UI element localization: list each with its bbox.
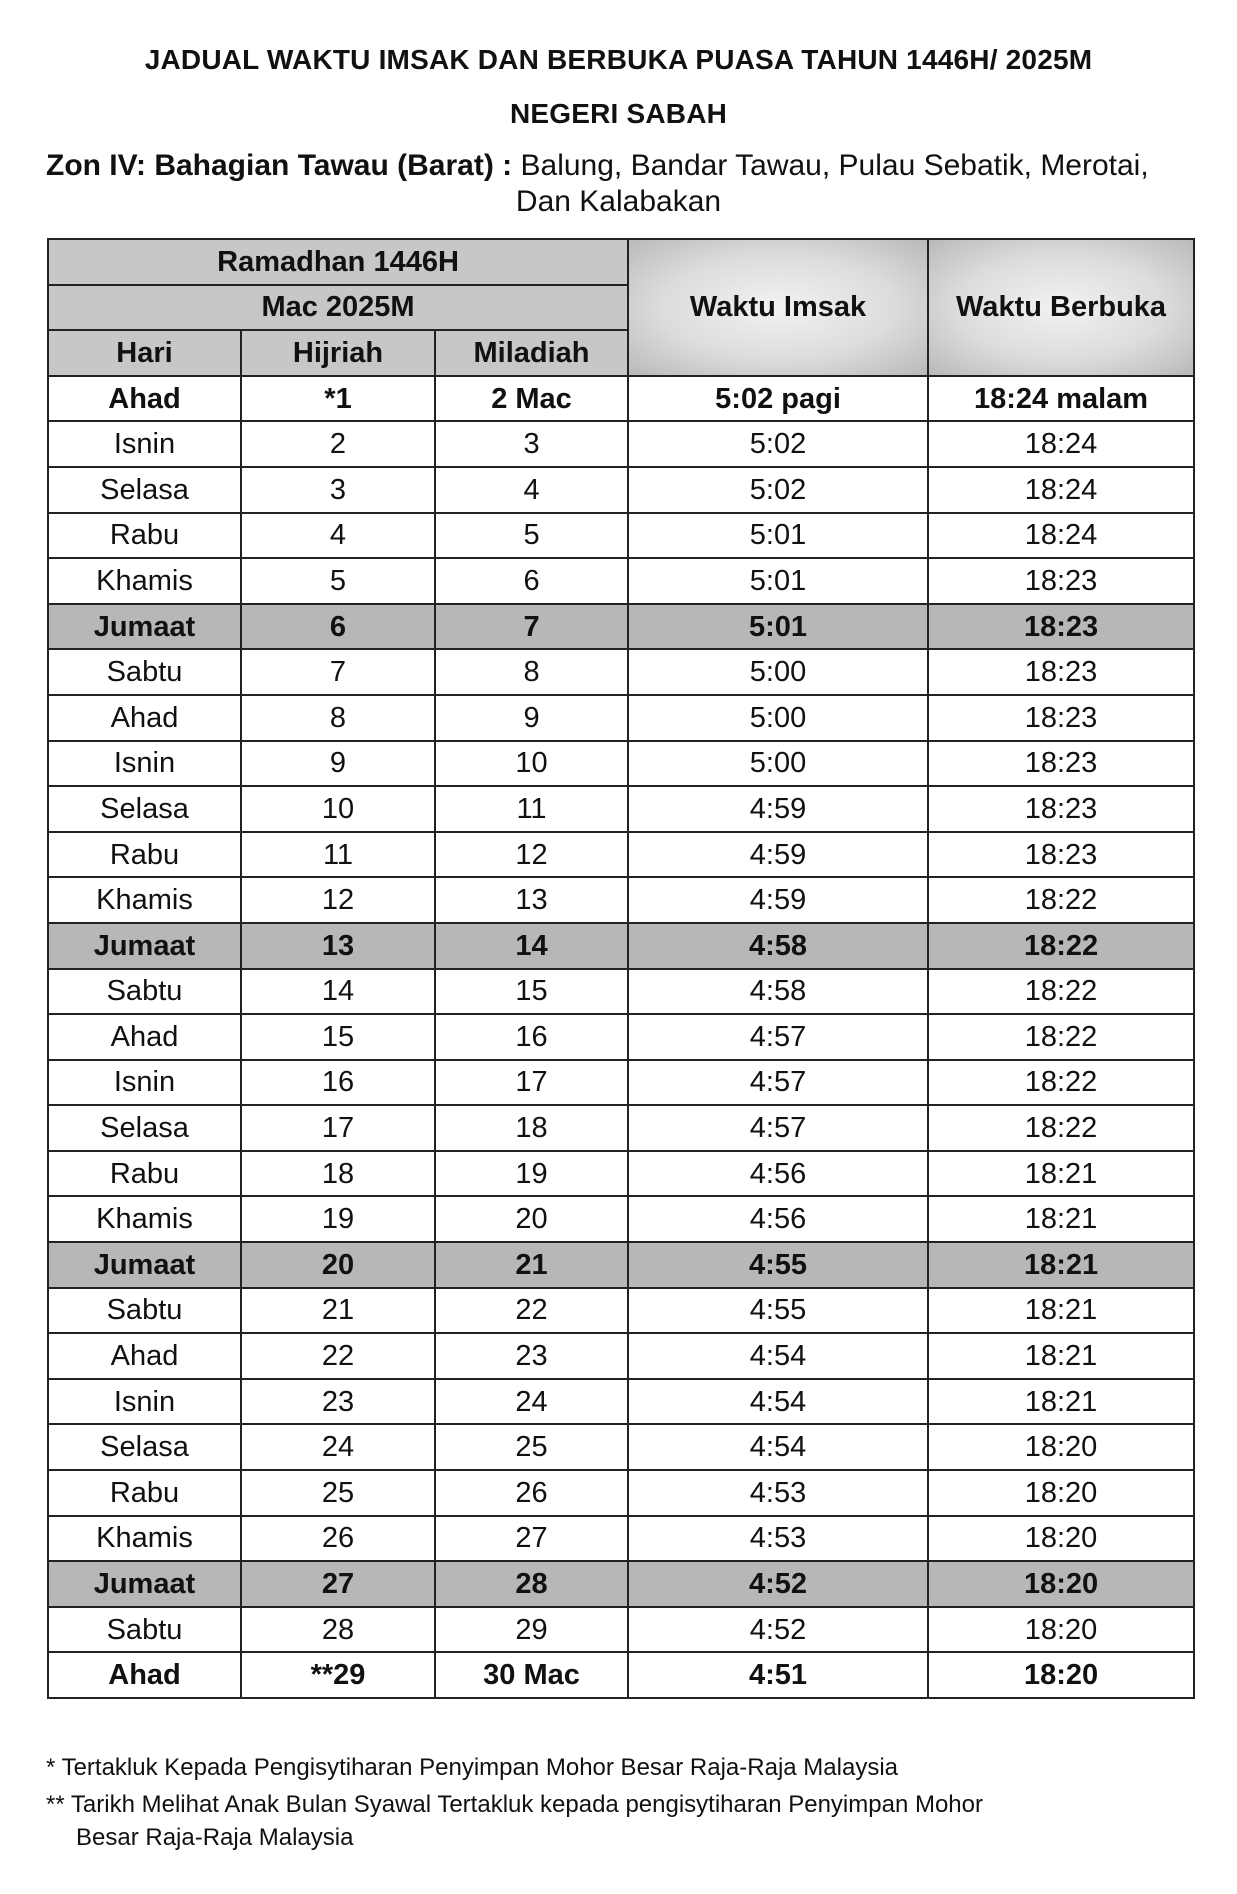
cell-imsak: 5:02 pagi xyxy=(628,376,928,422)
table-row xyxy=(48,467,1194,513)
cell-hijriah: 2 xyxy=(241,421,435,467)
cell-hari: Isnin xyxy=(48,1060,241,1106)
cell-miladiah: 10 xyxy=(435,741,628,787)
table-row xyxy=(48,421,1194,467)
cell-berbuka: 18:20 xyxy=(928,1424,1194,1470)
cell-hijriah: 5 xyxy=(241,558,435,604)
table-row xyxy=(48,786,1194,832)
table-row xyxy=(48,969,1194,1015)
header-miladiah: Miladiah xyxy=(435,330,628,376)
cell-berbuka: 18:24 xyxy=(928,513,1194,559)
cell-hari: Selasa xyxy=(48,1105,241,1151)
cell-hari: Sabtu xyxy=(48,649,241,695)
cell-imsak: 5:01 xyxy=(628,604,928,650)
zone-label: Zon IV: Bahagian Tawau (Barat) : xyxy=(46,149,513,182)
cell-hari: Ahad xyxy=(48,376,241,422)
cell-berbuka: 18:21 xyxy=(928,1242,1194,1288)
cell-hari: Isnin xyxy=(48,421,241,467)
cell-berbuka: 18:21 xyxy=(928,1196,1194,1242)
cell-hari: Rabu xyxy=(48,513,241,559)
cell-imsak: 5:00 xyxy=(628,649,928,695)
cell-hijriah: 25 xyxy=(241,1470,435,1516)
cell-miladiah: 23 xyxy=(435,1333,628,1379)
cell-hari: Khamis xyxy=(48,877,241,923)
cell-imsak: 4:56 xyxy=(628,1196,928,1242)
table-row xyxy=(48,1652,1194,1698)
table-row xyxy=(48,1151,1194,1197)
cell-miladiah: 21 xyxy=(435,1242,628,1288)
cell-hijriah: 22 xyxy=(241,1333,435,1379)
table-row xyxy=(48,649,1194,695)
cell-hijriah: 21 xyxy=(241,1288,435,1334)
cell-hijriah: 14 xyxy=(241,969,435,1015)
table-row xyxy=(48,1196,1194,1242)
table-row xyxy=(48,741,1194,787)
cell-miladiah: 18 xyxy=(435,1105,628,1151)
cell-berbuka: 18:20 xyxy=(928,1470,1194,1516)
cell-hari: Selasa xyxy=(48,1424,241,1470)
cell-hari: Sabtu xyxy=(48,1288,241,1334)
table-row xyxy=(48,695,1194,741)
table-row xyxy=(48,604,1194,650)
cell-berbuka: 18:22 xyxy=(928,877,1194,923)
cell-berbuka: 18:20 xyxy=(928,1607,1194,1653)
cell-hijriah: 27 xyxy=(241,1561,435,1607)
table-row xyxy=(48,1014,1194,1060)
table-row xyxy=(48,1607,1194,1653)
zone-line xyxy=(46,148,1206,184)
cell-hari: Selasa xyxy=(48,467,241,513)
table-row xyxy=(48,1424,1194,1470)
cell-hari: Khamis xyxy=(48,558,241,604)
cell-miladiah: 14 xyxy=(435,923,628,969)
cell-berbuka: 18:22 xyxy=(928,923,1194,969)
cell-hijriah: 8 xyxy=(241,695,435,741)
footnote-2: ** Tarikh Melihat Anak Bulan Syawal Tertakluk kepada pengisytiharan Penyimpan Mohor xyxy=(46,1791,983,1818)
cell-hijriah: 28 xyxy=(241,1607,435,1653)
cell-hijriah: 19 xyxy=(241,1196,435,1242)
cell-hari: Ahad xyxy=(48,1333,241,1379)
schedule-table xyxy=(47,238,1195,1699)
cell-imsak: 4:51 xyxy=(628,1652,928,1698)
cell-imsak: 4:58 xyxy=(628,969,928,1015)
cell-berbuka: 18:22 xyxy=(928,1105,1194,1151)
header-ramadhan: Ramadhan 1446H xyxy=(48,239,628,285)
cell-miladiah: 13 xyxy=(435,877,628,923)
cell-berbuka: 18:22 xyxy=(928,1060,1194,1106)
table-row xyxy=(48,1060,1194,1106)
cell-hijriah: 26 xyxy=(241,1516,435,1562)
cell-imsak: 4:55 xyxy=(628,1288,928,1334)
cell-imsak: 4:59 xyxy=(628,786,928,832)
cell-hari: Ahad xyxy=(48,1014,241,1060)
cell-imsak: 4:52 xyxy=(628,1607,928,1653)
table-row xyxy=(48,1379,1194,1425)
schedule-body xyxy=(48,376,1194,1698)
cell-imsak: 5:02 xyxy=(628,467,928,513)
cell-hari: Ahad xyxy=(48,695,241,741)
cell-imsak: 4:54 xyxy=(628,1424,928,1470)
cell-hari: Isnin xyxy=(48,1379,241,1425)
header-hari: Hari xyxy=(48,330,241,376)
cell-imsak: 4:54 xyxy=(628,1333,928,1379)
cell-hijriah: 20 xyxy=(241,1242,435,1288)
cell-berbuka: 18:21 xyxy=(928,1333,1194,1379)
cell-miladiah: 8 xyxy=(435,649,628,695)
cell-miladiah: 27 xyxy=(435,1516,628,1562)
cell-miladiah: 22 xyxy=(435,1288,628,1334)
cell-hijriah: 9 xyxy=(241,741,435,787)
cell-imsak: 4:53 xyxy=(628,1516,928,1562)
table-row xyxy=(48,558,1194,604)
cell-miladiah: 9 xyxy=(435,695,628,741)
cell-miladiah: 28 xyxy=(435,1561,628,1607)
table-row xyxy=(48,1470,1194,1516)
cell-hari: Jumaat xyxy=(48,1242,241,1288)
cell-hari: Jumaat xyxy=(48,604,241,650)
cell-imsak: 4:57 xyxy=(628,1105,928,1151)
cell-miladiah: 19 xyxy=(435,1151,628,1197)
cell-hari: Rabu xyxy=(48,1470,241,1516)
cell-miladiah: 4 xyxy=(435,467,628,513)
table-row xyxy=(48,1288,1194,1334)
cell-miladiah: 12 xyxy=(435,832,628,878)
cell-berbuka: 18:20 xyxy=(928,1561,1194,1607)
cell-hari: Selasa xyxy=(48,786,241,832)
header-hijriah: Hijriah xyxy=(241,330,435,376)
cell-imsak: 4:57 xyxy=(628,1014,928,1060)
cell-berbuka: 18:23 xyxy=(928,649,1194,695)
cell-hijriah: **29 xyxy=(241,1652,435,1698)
cell-hari: Isnin xyxy=(48,741,241,787)
table-row xyxy=(48,1242,1194,1288)
cell-imsak: 5:00 xyxy=(628,695,928,741)
footnote-1: * Tertakluk Kepada Pengisytiharan Penyimpan Mohor Besar Raja-Raja Malaysia xyxy=(46,1754,898,1781)
cell-hijriah: *1 xyxy=(241,376,435,422)
cell-miladiah: 24 xyxy=(435,1379,628,1425)
cell-hari: Rabu xyxy=(48,832,241,878)
cell-berbuka: 18:21 xyxy=(928,1288,1194,1334)
cell-berbuka: 18:24 xyxy=(928,467,1194,513)
cell-hijriah: 23 xyxy=(241,1379,435,1425)
cell-hari: Ahad xyxy=(48,1652,241,1698)
cell-imsak: 4:54 xyxy=(628,1379,928,1425)
cell-hari: Jumaat xyxy=(48,1561,241,1607)
cell-berbuka: 18:23 xyxy=(928,604,1194,650)
table-row xyxy=(48,877,1194,923)
cell-miladiah: 26 xyxy=(435,1470,628,1516)
cell-hijriah: 7 xyxy=(241,649,435,695)
cell-berbuka: 18:23 xyxy=(928,741,1194,787)
cell-miladiah: 30 Mac xyxy=(435,1652,628,1698)
document-title: JADUAL WAKTU IMSAK DAN BERBUKA PUASA TAHUN 1446H/ 2025M xyxy=(144,44,1093,75)
cell-miladiah: 6 xyxy=(435,558,628,604)
cell-hijriah: 18 xyxy=(241,1151,435,1197)
cell-hari: Sabtu xyxy=(48,969,241,1015)
table-row xyxy=(48,513,1194,559)
cell-imsak: 5:01 xyxy=(628,558,928,604)
cell-imsak: 4:59 xyxy=(628,877,928,923)
cell-miladiah: 20 xyxy=(435,1196,628,1242)
cell-berbuka: 18:24 xyxy=(928,421,1194,467)
cell-berbuka: 18:22 xyxy=(928,969,1194,1015)
cell-hijriah: 12 xyxy=(241,877,435,923)
cell-hijriah: 15 xyxy=(241,1014,435,1060)
table-row xyxy=(48,923,1194,969)
cell-imsak: 4:56 xyxy=(628,1151,928,1197)
cell-hijriah: 13 xyxy=(241,923,435,969)
cell-hari: Rabu xyxy=(48,1151,241,1197)
cell-miladiah: 7 xyxy=(435,604,628,650)
cell-hijriah: 24 xyxy=(241,1424,435,1470)
zone-areas-continued: Dan Kalabakan xyxy=(515,185,722,218)
header-imsak: Waktu Imsak xyxy=(628,239,928,376)
cell-miladiah: 11 xyxy=(435,786,628,832)
cell-berbuka: 18:23 xyxy=(928,695,1194,741)
cell-berbuka: 18:21 xyxy=(928,1379,1194,1425)
table-row xyxy=(48,1333,1194,1379)
table-row xyxy=(48,376,1194,422)
cell-hijriah: 6 xyxy=(241,604,435,650)
cell-imsak: 4:55 xyxy=(628,1242,928,1288)
cell-hari: Jumaat xyxy=(48,923,241,969)
cell-hijriah: 16 xyxy=(241,1060,435,1106)
cell-berbuka: 18:20 xyxy=(928,1516,1194,1562)
cell-hari: Khamis xyxy=(48,1516,241,1562)
cell-berbuka: 18:21 xyxy=(928,1151,1194,1197)
table-row xyxy=(48,1561,1194,1607)
cell-hijriah: 11 xyxy=(241,832,435,878)
state-title: NEGERI SABAH xyxy=(509,98,728,129)
cell-imsak: 4:57 xyxy=(628,1060,928,1106)
cell-hijriah: 17 xyxy=(241,1105,435,1151)
cell-imsak: 5:00 xyxy=(628,741,928,787)
table-row xyxy=(48,832,1194,878)
cell-hari: Sabtu xyxy=(48,1607,241,1653)
cell-imsak: 4:52 xyxy=(628,1561,928,1607)
cell-berbuka: 18:20 xyxy=(928,1652,1194,1698)
cell-miladiah: 2 Mac xyxy=(435,376,628,422)
cell-miladiah: 25 xyxy=(435,1424,628,1470)
cell-miladiah: 15 xyxy=(435,969,628,1015)
header-mac: Mac 2025M xyxy=(48,285,628,331)
cell-berbuka: 18:23 xyxy=(928,558,1194,604)
cell-hijriah: 10 xyxy=(241,786,435,832)
cell-miladiah: 29 xyxy=(435,1607,628,1653)
cell-imsak: 4:58 xyxy=(628,923,928,969)
cell-imsak: 4:59 xyxy=(628,832,928,878)
zone-areas: Balung, Bandar Tawau, Pulau Sebatik, Merotai, xyxy=(520,149,1149,182)
cell-berbuka: 18:23 xyxy=(928,832,1194,878)
cell-miladiah: 17 xyxy=(435,1060,628,1106)
table-row xyxy=(48,1516,1194,1562)
header-berbuka: Waktu Berbuka xyxy=(928,239,1194,376)
cell-hari: Khamis xyxy=(48,1196,241,1242)
cell-berbuka: 18:23 xyxy=(928,786,1194,832)
cell-miladiah: 3 xyxy=(435,421,628,467)
cell-berbuka: 18:24 malam xyxy=(928,376,1194,422)
cell-berbuka: 18:22 xyxy=(928,1014,1194,1060)
cell-miladiah: 16 xyxy=(435,1014,628,1060)
table-row xyxy=(48,1105,1194,1151)
cell-imsak: 5:01 xyxy=(628,513,928,559)
cell-miladiah: 5 xyxy=(435,513,628,559)
cell-imsak: 4:53 xyxy=(628,1470,928,1516)
cell-imsak: 5:02 xyxy=(628,421,928,467)
cell-hijriah: 4 xyxy=(241,513,435,559)
footnote-2-continued: Besar Raja-Raja Malaysia xyxy=(76,1824,354,1851)
cell-hijriah: 3 xyxy=(241,467,435,513)
